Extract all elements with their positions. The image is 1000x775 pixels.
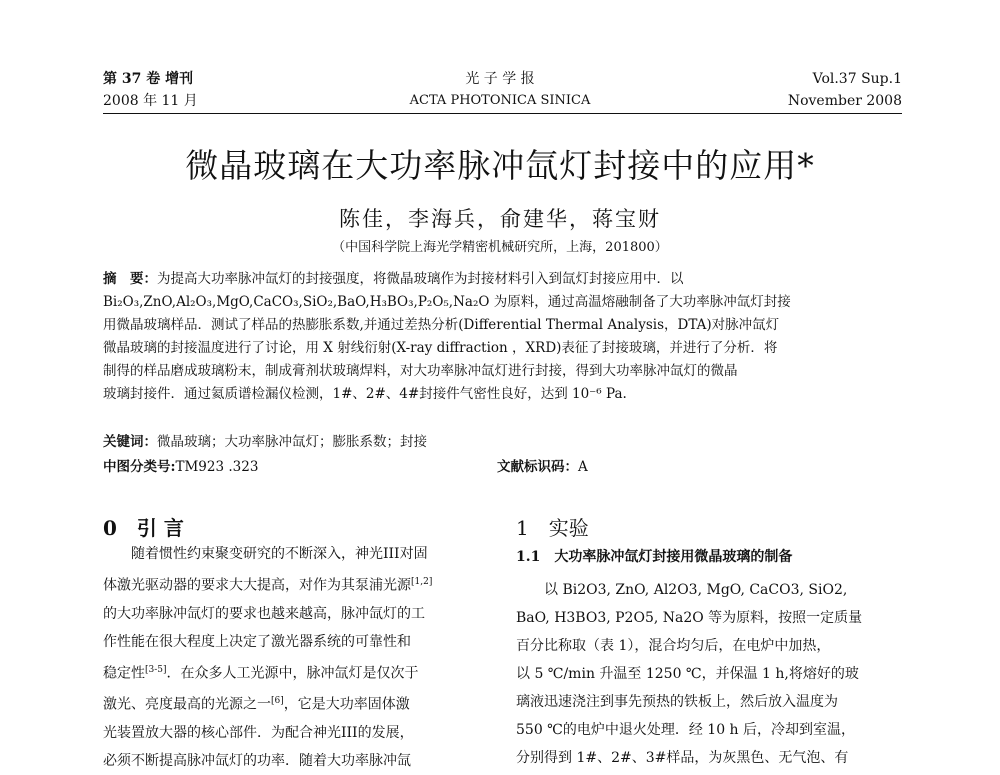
paper-authors: 陈佳，李海兵，俞建华，蒋宝财	[339, 207, 661, 231]
classification-label: 中图分类号:	[103, 459, 176, 475]
document-code-label: 文献标识码：	[497, 459, 578, 475]
body-line: 必须不断提高脉冲氙灯的功率．随着大功率脉冲氙	[103, 752, 411, 769]
body-line: 光装置放大器的核心部件．为配合神光III的发展，	[103, 724, 414, 741]
section0-heading: 0 引 言	[103, 516, 184, 540]
abstract-line: 制得的样品磨成玻璃粉末，制成膏剂状玻璃焊料，对大功率脉冲氙灯进行封接，得到大功率脉冲氙灯的微晶	[103, 363, 738, 379]
body-line: 作性能在很大程度上决定了激光器系统的可靠性和	[103, 633, 411, 650]
classification-value: TM923 .323	[175, 459, 259, 475]
keywords-label: 关键词：	[103, 434, 157, 450]
abstract	[103, 268, 903, 406]
body-line: BaO, H3BO3, P2O5, Na2O 等为原料，按照一定质量	[516, 610, 863, 626]
abstract-line: 用微晶玻璃样品．测试了样品的热膨胀系数,并通过差热分析(Differential Thermal Analysis，DTA)对脉冲氙灯	[103, 317, 780, 333]
citation: [6]	[271, 696, 284, 707]
keywords-text: 微晶玻璃；大功率脉冲氙灯；膨胀系数；封接	[157, 434, 427, 450]
body-line: 随着惯性约束聚变研究的不断深入，神光III对固	[131, 546, 428, 562]
header-date-cn: 2008 年 11 月	[103, 93, 198, 109]
classification	[103, 455, 258, 475]
header-journal-cn: 光 子 学 报	[465, 71, 535, 87]
abstract-line: 玻璃封接件．通过氦质谱检漏仪检测，1#、2#、4#封接件气密性良好，达到 10⁻⁶ Pa.	[103, 386, 627, 402]
body-line: 体激光驱动器的要求大大提高，对作为其泵浦光源[1,2]	[103, 577, 433, 594]
body-line: 稳定性[3-5]．在众多人工光源中，脉冲氙灯是仅次于	[103, 664, 419, 682]
header-volume-en: Vol.37 Sup.1	[812, 71, 902, 87]
header-volume-issue: 第 37 卷 增刊	[103, 71, 194, 87]
section1-subheading: 1.1 大功率脉冲氙灯封接用微晶玻璃的制备	[516, 549, 793, 565]
body-line: 的大功率脉冲氙灯的要求也越来越高，脉冲氙灯的工	[103, 605, 425, 622]
paper-title: 微晶玻璃在大功率脉冲氙灯封接中的应用*	[185, 146, 815, 185]
document-code-value: A	[578, 459, 588, 475]
section1-body	[516, 576, 906, 772]
citation: [3-5]	[145, 664, 167, 675]
section0-body	[103, 540, 489, 775]
keywords	[103, 430, 903, 450]
body-line: 分别得到 1#、2#、3#样品，为灰黑色、无气泡、有	[516, 750, 849, 766]
document-code	[497, 455, 588, 475]
abstract-line: 为提高大功率脉冲氙灯的封接强度，将微晶玻璃作为封接材料引入到氙灯封接应用中．以	[157, 271, 684, 287]
body-line: 550 ℃的电炉中退火处理．经 10 h 后，冷却到室温，	[516, 722, 856, 738]
paper-affiliation: （中国科学院上海光学精密机械研究所，上海，201800）	[332, 240, 668, 255]
body-line: 以 Bi2O3, ZnO, Al2O3, MgO, CaCO3, SiO2,	[544, 582, 848, 598]
header-date-en: November 2008	[787, 93, 902, 109]
header-rule	[103, 113, 902, 114]
body-line: 激光、亮度最高的光源之一[6]，它是大功率固体激	[103, 696, 410, 713]
abstract-line: 微晶玻璃的封接温度进行了讨论，用 X 射线衍射(X-ray diffraction ，XRD)表征了封接玻璃，并进行了分析．将	[103, 340, 778, 356]
citation: [1,2]	[411, 577, 433, 587]
abstract-line: Bi₂O₃,ZnO,Al₂O₃,MgO,CaCO₃,SiO₂,BaO,H₃BO₃,P₂O₅,Na₂O 为原料，通过高温熔融制备了大功率脉冲氙灯封接	[103, 294, 791, 310]
body-line: 百分比称取（表 1），混合均匀后，在电炉中加热，	[516, 638, 831, 654]
section1-heading: 1 实验	[516, 516, 589, 540]
header-journal-en: ACTA PHOTONICA SINICA	[409, 93, 591, 108]
body-line: 璃液迅速浇注到事先预热的铁板上，然后放入温度为	[516, 694, 838, 710]
body-line: 以 5 ℃/min 升温至 1250 ℃，并保温 1 h,将熔好的玻	[516, 666, 859, 682]
abstract-label: 摘 要：	[103, 271, 157, 287]
